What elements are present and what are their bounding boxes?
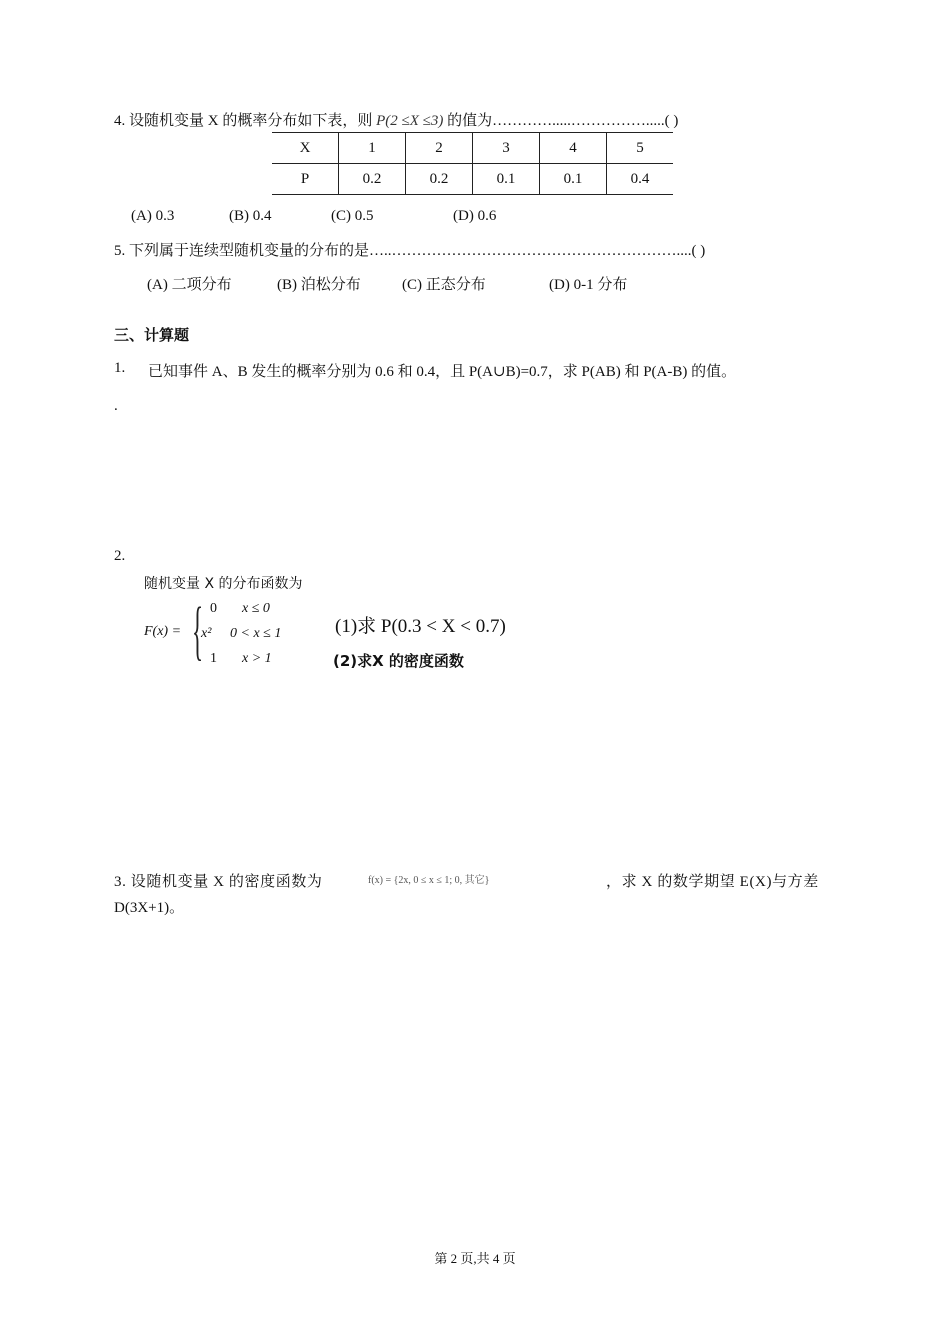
calc1-dot: .	[114, 398, 118, 414]
q5-option-c: (C) 正态分布	[402, 277, 486, 293]
table-cell: 4	[540, 133, 607, 164]
case-condition: 0 < x ≤ 1	[230, 626, 282, 641]
calc1-text: 已知事件 A、B 发生的概率分别为 0.6 和 0.4，且 P(A∪B)=0.7，求 P(AB) 和 P(A-B) 的值。	[148, 364, 737, 380]
table-cell: 0.1	[473, 164, 540, 195]
calc3-line2: D(3X+1)。	[114, 900, 185, 916]
table-header-row	[272, 133, 673, 164]
q4-option-a: (A) 0.3	[131, 208, 175, 224]
case-condition: x > 1	[242, 651, 272, 666]
q5-option-d: (D) 0-1 分布	[549, 277, 628, 293]
probability-table	[272, 132, 673, 195]
q5-option-a: (A) 二项分布	[147, 277, 232, 293]
calc2-part1: (1)求 P(0.3 < X < 0.7)	[335, 616, 506, 637]
table-cell: P	[272, 164, 339, 195]
q4-expr: P(2 ≤X ≤3)	[376, 113, 444, 129]
calc3-formula: f(x) = {2x, 0 ≤ x ≤ 1; 0, 其它}	[368, 875, 490, 886]
table-cell: 5	[607, 133, 674, 164]
q5-option-b: (B) 泊松分布	[277, 277, 361, 293]
q4-option-d: (D) 0.6	[453, 208, 497, 224]
case-value: 0	[210, 601, 217, 616]
q4-suffix: 的值为………….....…………….....( )	[447, 113, 679, 129]
calc2-intro: 随机变量 X 的分布函数为	[144, 576, 303, 592]
case-value: 1	[210, 651, 217, 666]
table-cell: 0.4	[607, 164, 674, 195]
table-cell: 1	[339, 133, 406, 164]
table-cell: 3	[473, 133, 540, 164]
table-cell: X	[272, 133, 339, 164]
case-condition: x ≤ 0	[242, 601, 270, 616]
calc1-number: 1.	[114, 360, 126, 376]
q4-stem	[114, 109, 678, 130]
q4-option-b: (B) 0.4	[229, 208, 272, 224]
table-cell: 0.2	[406, 164, 473, 195]
q5-stem: 5. 下列属于连续型随机变量的分布的是…..…………………………………………………....( )	[114, 243, 706, 259]
section-title: 三、计算题	[114, 326, 190, 344]
q4-prefix: 4. 设随机变量 X 的概率分布如下表，则	[114, 113, 373, 129]
table-row	[272, 164, 673, 195]
calc2-lhs: F(x) =	[144, 624, 182, 639]
table-cell: 0.1	[540, 164, 607, 195]
table-cell: 0.2	[339, 164, 406, 195]
brace-icon: {	[192, 594, 204, 667]
page-footer: 第 2 页,共 4 页	[434, 1251, 516, 1266]
q4-option-c: (C) 0.5	[331, 208, 374, 224]
table-cell: 2	[406, 133, 473, 164]
calc3-prefix: 3. 设随机变量 X 的密度函数为	[114, 874, 323, 890]
calc2-number: 2.	[114, 548, 126, 564]
calc2-part2: (2)求X 的密度函数	[333, 652, 464, 670]
case-value: x²	[201, 626, 212, 641]
calc3-suffix: ，求 X 的数学期望 E(X)与方差	[606, 874, 819, 890]
